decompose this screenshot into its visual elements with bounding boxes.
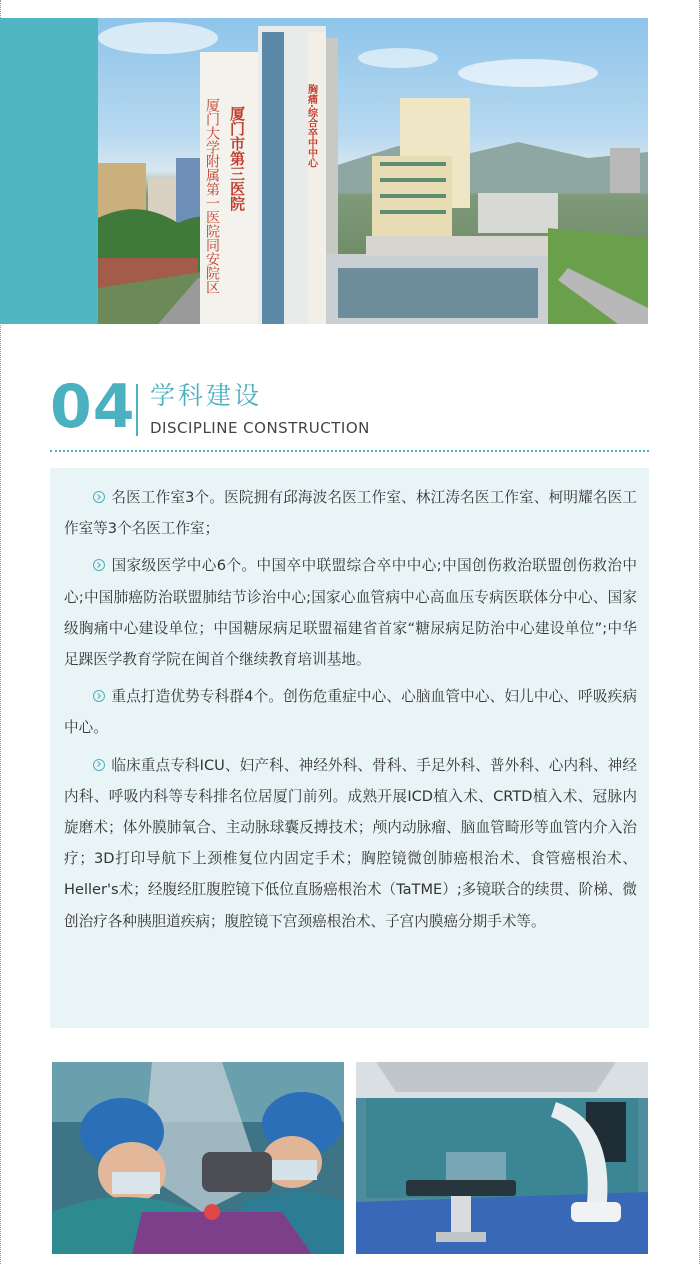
section-number: 04 — [50, 372, 136, 442]
section-title-english: DISCIPLINE CONSTRUCTION — [150, 419, 370, 437]
circle-chevron-right-icon — [93, 690, 105, 702]
hospital-sign-left: 厦门大学附属第一医院同安院区 — [204, 98, 220, 294]
section-dotted-rule — [50, 450, 649, 452]
paragraph-specialty-groups — [64, 681, 637, 743]
paragraph-text: 临床重点专科ICU、妇产科、神经外科、骨科、手足外科、普外科、心内科、神经内科、呼吸内科等专科排名位居厦门前列。成熟开展ICD植入术、CRTD植入术、冠脉内旋磨术；体外膜肺氧合、主动脉球囊反搏技术；颅内动脉瘤、脑血管畸形等血管内介入治疗；3D打印导航下上颈椎复位内固定手术；胸腔镜微创肺癌根治术、食管癌根治术、Heller's术；经腹经肛腹腔镜下低位直肠癌根治术（TaTME）;多镜联合的续贯、阶梯、微创治疗各种胰胆道疾病；腹腔镜下宫颈癌根治术、子宫内膜癌分期手术等。 — [64, 756, 637, 930]
section-title-chinese: 学科建设 — [150, 381, 263, 410]
circle-chevron-right-icon — [93, 491, 105, 503]
paragraph-national-centers — [64, 550, 637, 675]
hero-accent-block — [0, 18, 98, 324]
operating-room-photo — [356, 1062, 648, 1254]
paragraph-text: 重点打造优势专科群4个。创伤危重症中心、心脑血管中心、妇儿中心、呼吸疾病中心。 — [64, 688, 637, 737]
circle-chevron-right-icon — [93, 559, 105, 571]
hospital-sign-right: 胸痛·综合卒中中心 — [305, 84, 317, 168]
circle-chevron-right-icon — [93, 759, 105, 771]
section-divider — [136, 384, 138, 436]
surgery-photo — [52, 1062, 344, 1254]
paragraph-text: 名医工作室3个。医院拥有邱海波名医工作室、林江涛名医工作室、柯明耀名医工作室等3个名医工作室； — [64, 489, 637, 538]
paragraph-text: 国家级医学中心6个。中国卒中联盟综合卒中中心;中国创伤救治联盟创伤救治中心;中国肺癌防治联盟肺结节诊治中心;国家心血管病中心高血压专病医联体分中心、国家级胸痛中心建设单位；中国糖尿病足联盟福建省首家“糖尿病足防治中心建设单位”;中华足踝医学教育学院在闽首个继续教育培训基地。 — [64, 557, 637, 669]
hospital-building-photo — [98, 18, 648, 324]
hospital-sign-middle: 厦门市第三医院 — [228, 106, 246, 211]
discipline-content-box — [50, 468, 649, 1028]
paragraph-famous-doctor-studios — [64, 482, 637, 544]
paragraph-key-specialties — [64, 750, 637, 937]
